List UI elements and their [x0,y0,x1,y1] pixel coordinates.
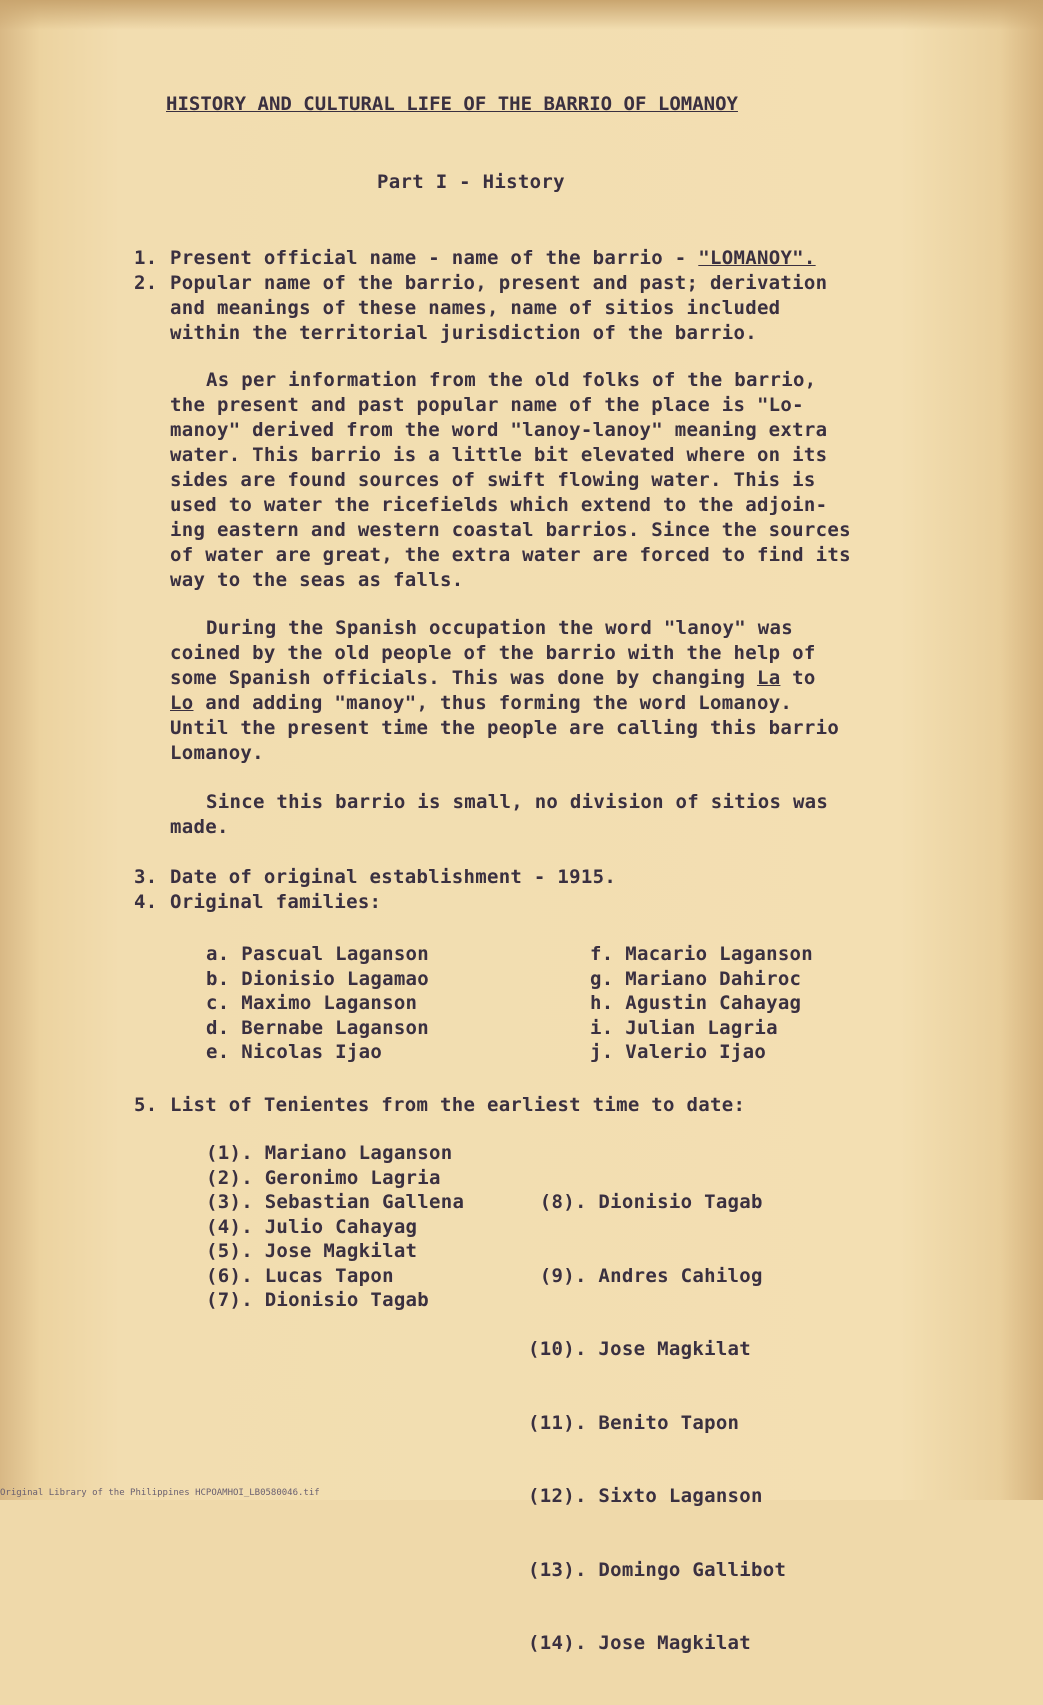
list-item: i. Julian Lagria [590,1016,778,1039]
list-item: d. Bernabe Laganson [206,1016,430,1039]
para1-line5: sides are found sources of swift flowing water. This is [170,469,816,491]
tenientes-left-list [206,1141,464,1313]
list-item: (11). Benito Tapon [528,1411,740,1434]
families-right-list [590,942,813,1065]
official-name: "LOMANOY". [698,247,816,269]
para1-line1: As per information from the old folks of the barrio, [206,369,817,391]
list-item: g. Mariano Dahiroc [590,967,802,990]
list-item: (1). Mariano Laganson [206,1142,453,1164]
list-item: (13). Domingo Gallibot [528,1558,787,1581]
para1-line3: manoy" derived from the word "lanoy-lanoy" meaning extra [170,419,828,441]
para1-line4: water. This barrio is a little bit elevated where on its [170,444,828,466]
list-item: (8). Dionisio Tagab [528,1191,763,1213]
item-5: 5. List of Tenientes from the earliest time to date: [134,1094,746,1116]
para2-line6: Lomanoy. [170,742,264,764]
item-4: 4. Original families: [134,891,382,913]
part-heading: Part I - History [377,171,565,193]
list-item: a. Pascual Laganson [206,943,430,965]
list-item: c. Maximo Laganson [206,992,418,1014]
para3-line1: Since this barrio is small, no division of sitios was [206,791,829,813]
families-left-list [206,942,429,1065]
item-2: 2. Popular name of the barrio, present and past; derivation [134,272,828,294]
para1-line9: way to the seas as falls. [170,569,464,591]
list-item: (5). Jose Magkilat [206,1240,418,1262]
document-title: HISTORY AND CULTURAL LIFE OF THE BARRIO OF LOMANOY [166,93,738,115]
list-item: (14). Jose Magkilat [528,1632,752,1654]
list-item: (6). Lucas Tapon [206,1264,394,1287]
list-item: (12). Sixto Laganson [528,1485,763,1507]
scan-footer: Original Library of the Philippines HCPOAMHOI_LB0580046.tif [0,1488,320,1498]
para2-line4: Lo and adding "manoy", thus forming the word Lomanoy. [170,692,793,714]
list-item: (9). Andres Cahilog [528,1264,763,1287]
list-item: e. Nicolas Ijao [206,1041,383,1063]
para1-line6: used to water the ricefields which extend to the adjoin- [170,494,828,516]
list-item: (3). Sebastian Gallena [206,1191,465,1213]
item-1: 1. Present official name - name of the barrio - "LOMANOY". [134,247,816,269]
list-item: j. Valerio Ijao [590,1041,767,1063]
tenientes-right-list [528,1141,786,1705]
para3-line2: made. [170,816,229,838]
para1-line2: the present and past popular name of the place is "Lo- [170,394,804,416]
item-2-line2: and meanings of these names, name of sitios included [170,297,781,319]
para2-line5: Until the present time the people are calling this barrio [170,717,840,739]
item-3: 3. Date of original establishment - 1915. [134,866,617,888]
para1-line7: ing eastern and western coastal barrios. Since the sources [170,519,851,541]
list-item: (10). Jose Magkilat [528,1338,752,1360]
para2-line1: During the Spanish occupation the word "lanoy" was [206,617,793,639]
para1-line8: of water are great, the extra water are forced to find its [170,544,851,566]
item-2-line3: within the territorial jurisdiction of the barrio. [170,322,757,344]
list-item: b. Dionisio Lagamao [206,967,430,990]
para2-line3: some Spanish officials. This was done by changing La to [170,667,816,689]
list-item: h. Agustin Cahayag [590,992,802,1014]
para2-line2: coined by the old people of the barrio with the help of [170,642,816,664]
list-item: (2). Geronimo Lagria [206,1166,441,1189]
list-item: (4). Julio Cahayag [206,1215,418,1238]
list-item: (7). Dionisio Tagab [206,1289,430,1311]
list-item: f. Macario Laganson [590,943,814,965]
